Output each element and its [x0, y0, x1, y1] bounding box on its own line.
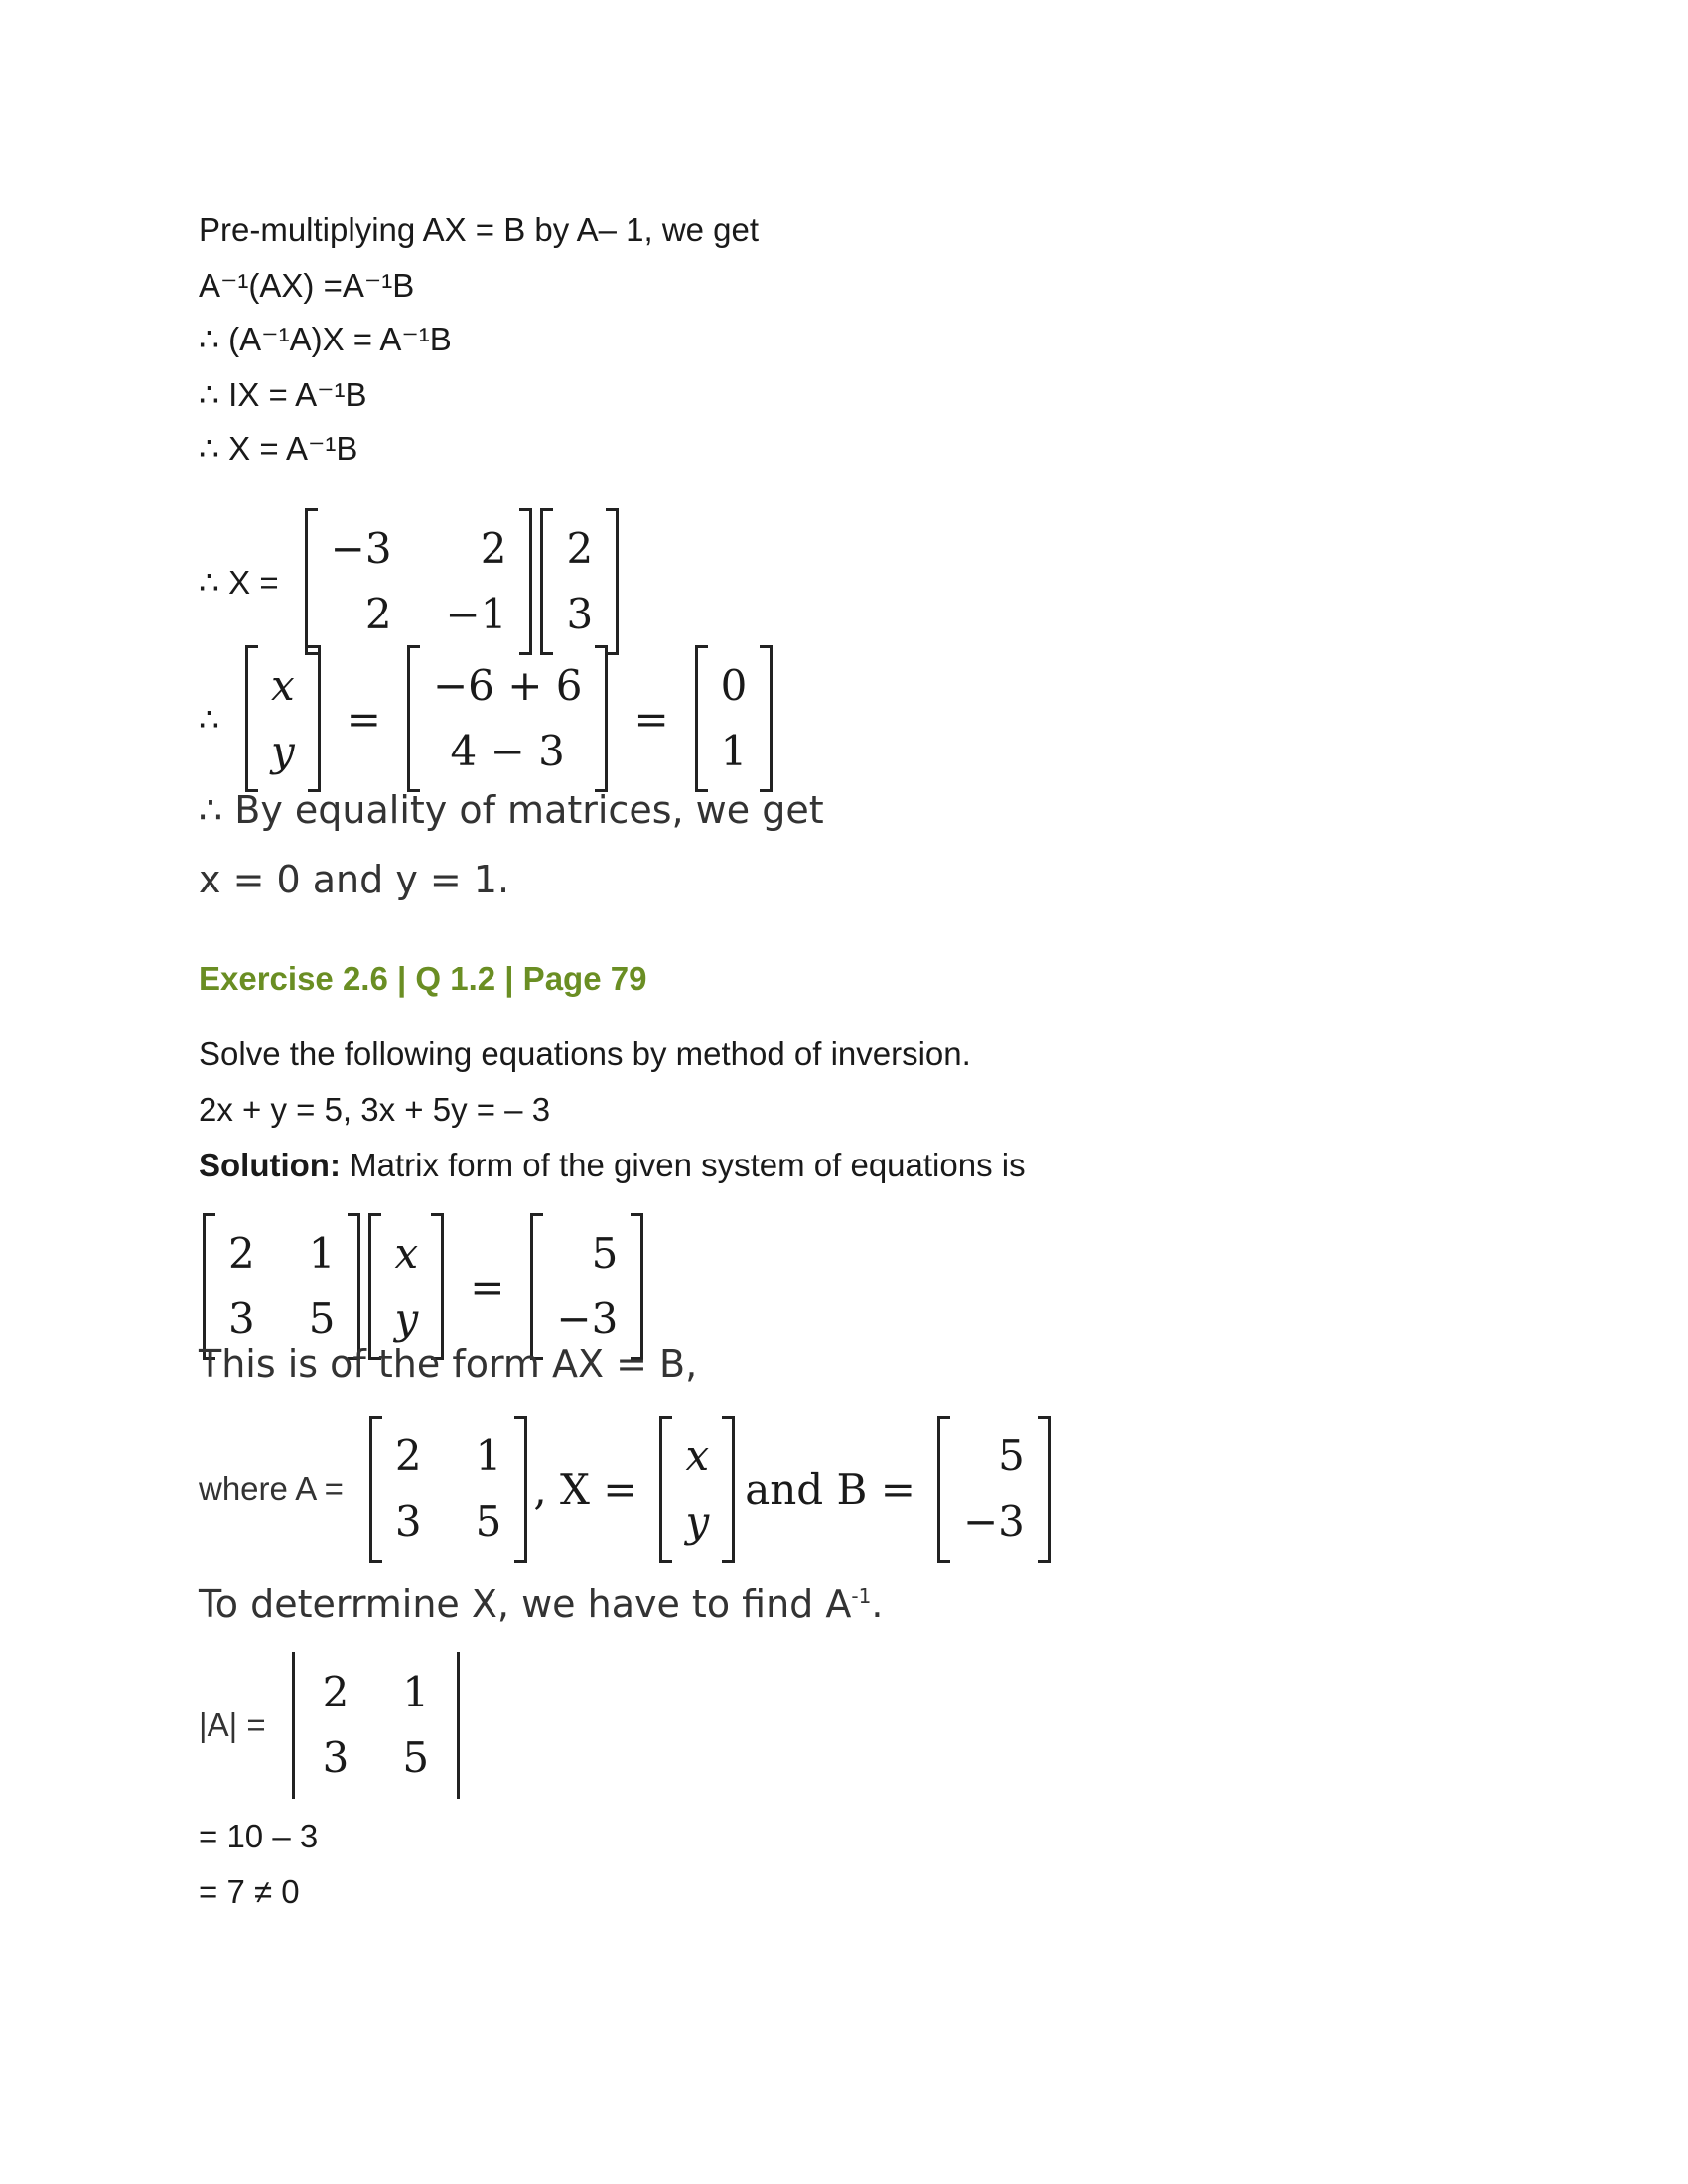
equals-sign: =: [470, 1262, 505, 1311]
matrix-cell: y: [394, 1295, 419, 1343]
question-text: Solve the following equations by method of inversion.: [199, 1035, 971, 1072]
solution-label: Solution:: [199, 1147, 341, 1183]
equation-matrix-form: [199, 1213, 647, 1360]
equation-definitions: [199, 1416, 1055, 1563]
text-line-inverse-a-a: ∴ (A⁻¹A)X = A⁻¹B: [199, 321, 452, 357]
form-text: This is of the form AX = B,: [199, 1342, 698, 1386]
matrix-b: [530, 1213, 643, 1360]
exercise-heading: Exercise 2.6 | Q 1.2 | Page 79: [199, 960, 647, 997]
matrix-cell: 5: [998, 1432, 1025, 1480]
solution-line: [199, 1146, 1026, 1185]
matrix-cell: 3: [322, 1733, 350, 1782]
matrix-xy: [245, 645, 321, 792]
matrix-cell: −3: [962, 1497, 1025, 1546]
determinant-label: |A| =: [199, 1706, 266, 1743]
equation-x-product: [199, 508, 623, 655]
matrix-cell: 2: [228, 1229, 255, 1278]
calc-line-1: = 10 – 3: [199, 1818, 319, 1854]
matrix-cell: 1: [308, 1229, 336, 1278]
where-label: where A =: [199, 1470, 344, 1507]
matrix-cell: 3: [394, 1497, 422, 1546]
text-line-ix: ∴ IX = A⁻¹B: [199, 376, 367, 413]
matrix-cell: 2: [394, 1432, 422, 1480]
matrix-cell: 4 − 3: [450, 727, 565, 775]
determinant-matrix: [292, 1652, 460, 1799]
equals-sign: =: [346, 694, 381, 744]
matrix-cell: 1: [720, 727, 748, 775]
matrix-a-inverse: [305, 508, 533, 655]
equation-xy-result: [199, 645, 776, 792]
matrix-b: [540, 508, 619, 655]
matrix-cell: x: [271, 661, 295, 710]
matrix-result: [695, 645, 774, 792]
matrix-cell: −1: [445, 590, 507, 638]
matrix-cell: 2: [364, 590, 392, 638]
matrix-cell: 5: [402, 1733, 430, 1782]
matrix-cell: 1: [475, 1432, 502, 1480]
matrix-cell: −3: [556, 1295, 619, 1343]
matrix-cell: 5: [591, 1229, 619, 1278]
solution-text: Matrix form of the given system of equations is: [340, 1147, 1026, 1183]
matrix-a: [203, 1213, 360, 1360]
text-line-premultiply: Pre-multiplying AX = B by A– 1, we get: [199, 211, 760, 248]
matrix-cell: y: [685, 1497, 710, 1546]
matrix-cell: 1: [402, 1668, 430, 1716]
matrix-a: [369, 1416, 527, 1563]
determinant-equation: [199, 1652, 464, 1799]
matrix-cell: 5: [308, 1295, 336, 1343]
equals-sign: =: [633, 694, 669, 744]
determine-end: .: [871, 1582, 884, 1626]
matrix-cell: −6 + 6: [432, 661, 583, 710]
and-b-label: and B =: [745, 1464, 915, 1514]
determine-text: [199, 1584, 883, 1624]
matrix-cell: 2: [322, 1668, 350, 1716]
matrix-cell: y: [271, 727, 295, 775]
matrix-cell: x: [394, 1229, 419, 1278]
matrix-b: [937, 1416, 1051, 1563]
therefore-symbol: ∴: [199, 700, 219, 738]
inverse-superscript: -1: [851, 1584, 872, 1608]
text-line-inverse-ax: A⁻¹(AX) =A⁻¹B: [199, 267, 415, 304]
matrix-xy: [659, 1416, 735, 1563]
determine-main: To deterrmine X, we have to find A: [199, 1582, 852, 1626]
x-label: , X =: [533, 1464, 638, 1514]
matrix-xy: [368, 1213, 444, 1360]
conclusion-line-1: ∴ By equality of matrices, we get: [199, 788, 824, 832]
matrix-computation: [407, 645, 609, 792]
matrix-cell: 2: [480, 524, 507, 573]
matrix-cell: 3: [228, 1295, 255, 1343]
matrix-cell: −3: [330, 524, 392, 573]
matrix-cell: x: [685, 1432, 710, 1480]
question-equations: 2x + y = 5, 3x + 5y = – 3: [199, 1091, 551, 1128]
matrix-cell: 3: [566, 590, 594, 638]
matrix-cell: 5: [475, 1497, 502, 1546]
calc-line-2: = 7 ≠ 0: [199, 1873, 300, 1910]
matrix-cell: 2: [566, 524, 594, 573]
equation-label: ∴ X =: [199, 563, 279, 601]
matrix-cell: 0: [720, 661, 748, 710]
conclusion-line-2: x = 0 and y = 1.: [199, 858, 510, 901]
text-line-x-equals: ∴ X = A⁻¹B: [199, 430, 358, 467]
